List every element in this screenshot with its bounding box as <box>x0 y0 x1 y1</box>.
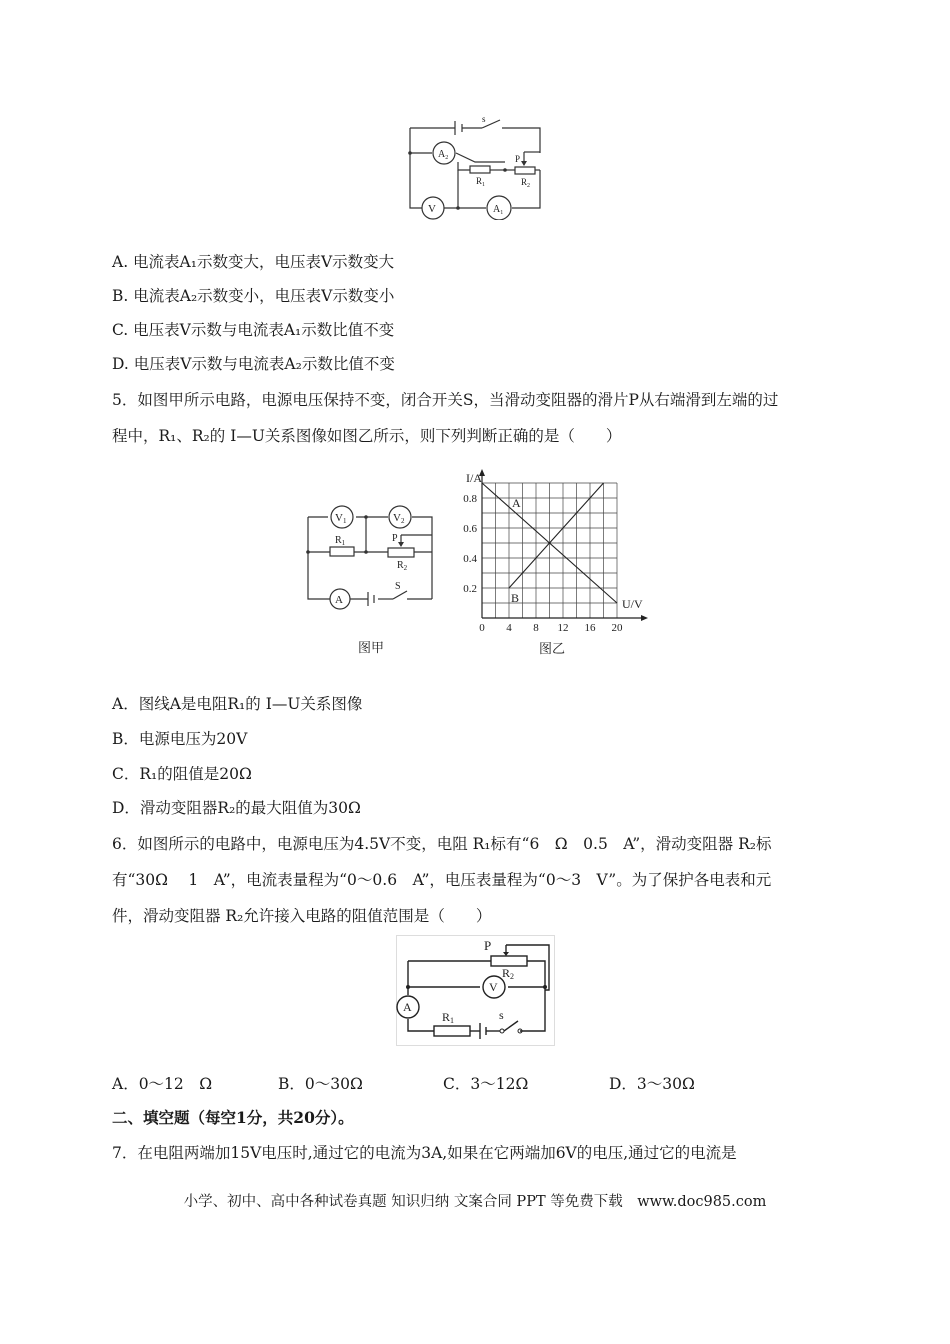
voltmeter-label: V <box>489 980 498 994</box>
iu-chart-yi <box>450 460 660 660</box>
q6-option-c: C．3～12Ω <box>443 1075 529 1093</box>
q5-stem-line2: 程中，R₁、R₂的 I—U关系图像如图乙所示，则下列判断正确的是（ ） <box>112 427 622 445</box>
y-tick-label: 0.2 <box>463 583 477 595</box>
caption-jia: 图甲 <box>358 641 385 656</box>
page-footer: 小学、初中、高中各种试卷真题 知识归纳 文案合同 PPT 等免费下载 www.doc985.com <box>183 1194 767 1210</box>
x-tick-label: 12 <box>557 622 569 634</box>
x-axis-arrow <box>641 615 648 621</box>
y-tick-label: 0.6 <box>463 523 477 535</box>
r2-label: R2 <box>502 966 515 981</box>
chart-grid <box>482 483 617 618</box>
caption-yi: 图乙 <box>539 642 566 657</box>
ammeter-a2-label: $A_2$ <box>438 149 449 161</box>
slider-p-label: P <box>484 938 492 953</box>
q6-stem-line1: 6．如图所示的电路中，电源电压为4.5V不变，电阻 R₁标有“6 Ω 0.5 A”，滑动变阻器 R₂标 <box>112 835 772 853</box>
q5-option-c: C．R₁的阻值是20Ω <box>112 765 252 783</box>
slider-p-label: P <box>515 154 521 164</box>
q4-option-d: D. 电压表V示数与电流表A₂示数比值不变 <box>112 355 395 373</box>
chart-ticks <box>463 493 623 634</box>
q4-option-c: C. 电压表V示数与电流表A₁示数比值不变 <box>112 321 395 339</box>
q4-option-b: B. 电流表A₂示数变小，电压表V示数变小 <box>112 287 395 305</box>
y-tick-label: 0.4 <box>463 553 477 565</box>
switch-label: s <box>482 114 486 124</box>
series-label-a: A <box>512 496 521 510</box>
q5-option-d: D．滑动变阻器R₂的最大阻值为30Ω <box>112 799 361 817</box>
x-tick-label: 20 <box>611 622 623 634</box>
series-line-b <box>509 483 604 588</box>
v2-label: V2 <box>393 512 405 525</box>
x-tick-label: 16 <box>584 622 596 634</box>
x-tick-label: 8 <box>533 622 539 634</box>
q6-stem-line3: 件，滑动变阻器 R₂允许接入电路的阻值范围是（ ） <box>112 907 492 925</box>
switch-label: s <box>499 1008 504 1022</box>
q5-option-b: B．电源电压为20V <box>112 730 248 748</box>
r2-label: $R_2$ <box>521 177 531 189</box>
q5-stem-line1: 5．如图甲所示电路，电源电压保持不变，闭合开关S，当滑动变阻器的滑片P从右端滑到左端的过 <box>112 391 779 409</box>
ammeter-label: A <box>335 594 343 606</box>
circuit-figure-q4 <box>400 110 550 220</box>
r2-label: $R_2$ <box>397 560 408 572</box>
v1-label: V1 <box>335 512 347 525</box>
r1-label: $R_1$ <box>476 176 486 188</box>
x-tick-label: 4 <box>506 622 512 634</box>
q4-option-a: A. 电流表A₁示数变大，电压表V示数变大 <box>112 253 395 271</box>
q5-option-a: A．图线A是电阻R₁的 I—U关系图像 <box>112 695 363 713</box>
ammeter-label: A <box>403 1000 412 1014</box>
r1-label: R1 <box>442 1010 455 1025</box>
q6-option-d: D．3～30Ω <box>609 1075 695 1093</box>
r1-label: $R_1$ <box>335 535 346 547</box>
circuit-figure-jia <box>300 495 445 660</box>
y-tick-label: 0.8 <box>463 493 477 505</box>
x-tick-label: 0 <box>479 622 485 634</box>
q7-stem: 7．在电阻两端加15V电压时,通过它的电流为3A,如果在它两端加6V的电压,通过它的电流是 <box>112 1144 737 1162</box>
x-axis-label: U/V <box>622 597 643 611</box>
q6-option-b: B．0～30Ω <box>278 1075 363 1093</box>
y-axis-label: I/A <box>466 471 482 485</box>
ammeter-a1-label: $A_1$ <box>493 204 504 216</box>
series-label-b: B <box>511 591 520 605</box>
slider-p-label: P <box>392 533 398 544</box>
circuit-figure-q6 <box>396 935 556 1047</box>
q6-stem-line2: 有“30Ω 1 A”，电流表量程为“0～0.6 A”，电压表量程为“0～3 V”。为了保护各电表和元 <box>112 871 772 889</box>
switch-label: S <box>395 581 401 592</box>
voltmeter-label: V <box>428 203 436 215</box>
section-heading-fill-in: 二、填空题（每空1分，共20分）。 <box>112 1108 354 1127</box>
q6-option-a: A．0～12 Ω <box>112 1075 213 1093</box>
